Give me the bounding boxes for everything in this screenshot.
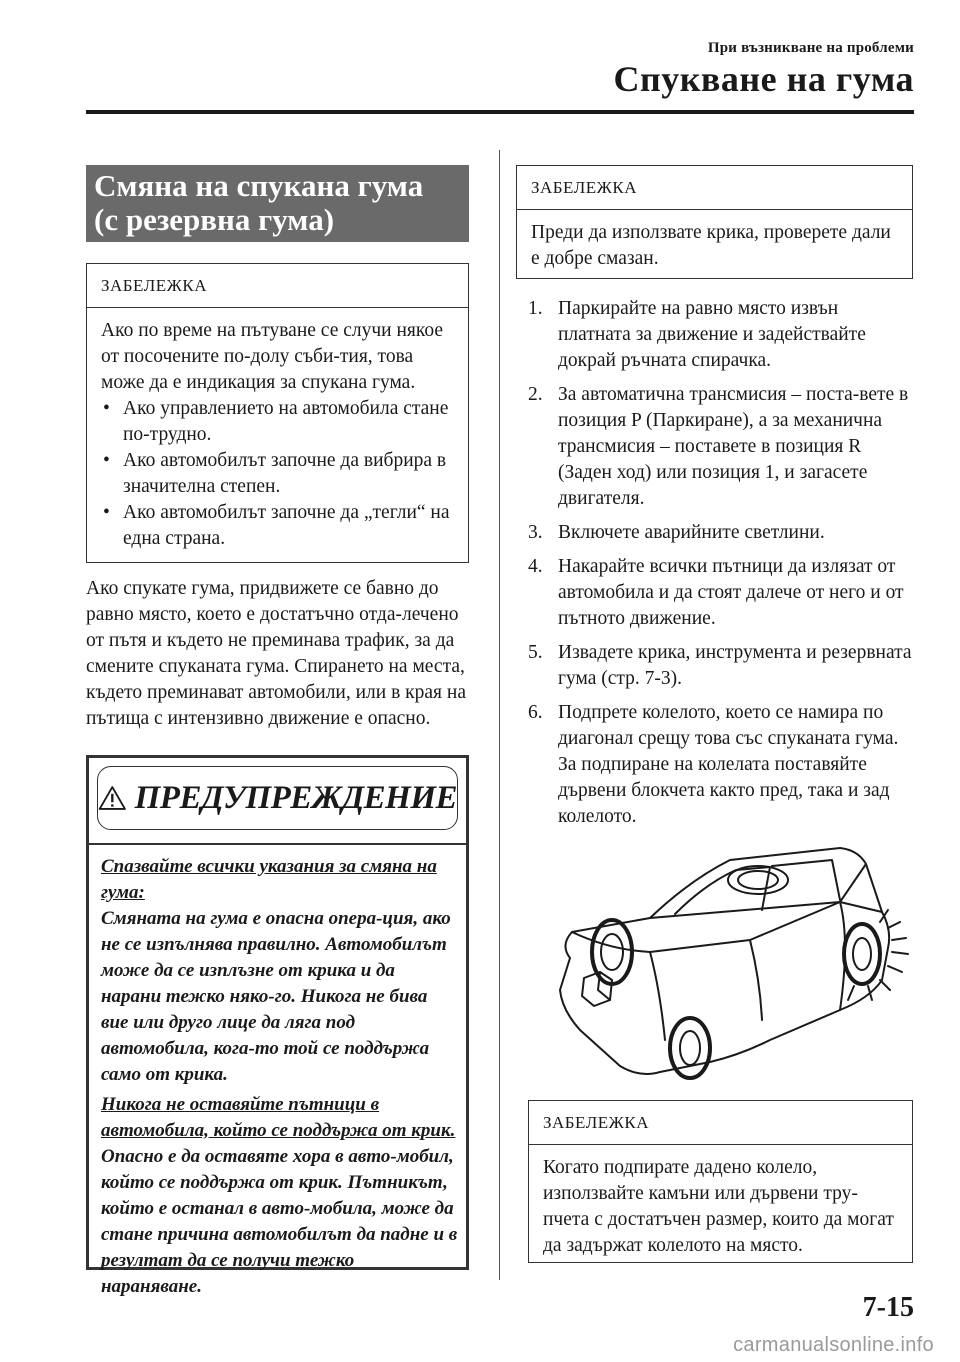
step-number: 3. [528,522,543,543]
warning-box [86,755,469,1297]
note-box-symptoms [86,263,469,563]
note-bullet: • Ако управлението на автомобила стане по-трудно. [101,396,456,448]
note-title: ЗАБЕЛЕЖКА [517,166,912,210]
step-item [528,554,913,632]
step-number: 6. [528,702,543,723]
step-text: Извадете крика, инструмента и резервната гума (стр. 7-3). [558,642,912,689]
warning-heading-2: Никога не оставяйте пътници в автомобила, който се поддържа от крик. [101,1094,456,1141]
car-wheel-chock-illustration [540,840,920,1090]
note-title: ЗАБЕЛЕЖКА [529,1101,912,1145]
warning-separator [89,843,466,845]
header-section-label: При възникване на проблеми [707,40,914,56]
warning-triangle-icon [98,783,127,813]
step-item [528,700,913,830]
step-text: За автоматична трансмисия – поста-вете в позиция P (Паркиране), а за механична трансмисия – поставете в позиция R (Заден ход) или позиция 1, и загасете двигателя. [558,384,909,509]
warning-title: ПРЕДУПРЕЖДЕНИЕ [134,779,457,816]
step-text: Включете аварийните светлини. [558,522,825,543]
header-rule [86,110,914,114]
note-intro: Ако по време на пътуване се случи някое от посочените по-долу съби-тия, това може да е индикация за спукана гума. [101,320,444,393]
note-body: Когато подпирате дадено колело, използвайте камъни или дървени тру-пчета с достатъчен размер, които да могат да задържат колелото на място. [543,1157,894,1256]
step-text: Подпрете колелото, което се намира по диагонал срещу това със спуканата гума. За подпиране на колелата поставяйте дървени блокчета както пред, така и зад колелото. [558,702,899,827]
step-number: 4. [528,556,543,577]
step-item [528,640,913,692]
note-body: Преди да използвате крика, проверете дали е добре смазан. [531,222,891,269]
column-divider [499,150,500,1280]
step-number: 2. [528,384,543,405]
warning-text-2: Опасно е да оставяте хора в авто-мобил, който се поддържа от крик. Пътникът, който е останал в авто-мобила, може да стане причина автомобилът да падне и в резултат да се получи тежко нараняване. [101,1146,458,1297]
note-box-chocks [528,1100,913,1263]
warning-text-1: Смяната на гума е опасна опера-ция, ако не се изпълнява правилно. Автомобилът може да се изплъзне от крика и да нарани тежко няко-го. Никога не бива вие или друго лице да ляга под автомобила, кога-то той се поддържа само от крика. [101,908,451,1085]
step-item [528,296,913,374]
note-body [87,308,468,560]
section-heading [86,165,469,242]
note-bullet: • Ако автомобилът започне да вибрира в значителна степен. [101,448,456,500]
intro-paragraph: Ако спукате гума, придвижете се бавно до равно място, което е достатъчно отда-лечено от пътя и където не преминава трафик, за да смените спуканата гума. Спирането на места, където преминават автомобили, или в края на пътища с интензивно движение е опасно. [86,578,466,729]
step-text: Паркирайте на равно място извън платната за движение и задействайте докрай ръчната спирачка. [558,298,866,371]
watermark: carmanualsonline.info [733,1334,934,1356]
note-title: ЗАБЕЛЕЖКА [87,264,468,308]
warning-heading-1: Спазвайте всички указания за смяна на гума: [101,856,437,903]
step-item [528,520,913,546]
steps-list [528,296,913,838]
page-title: Спукване на гума [613,59,914,99]
step-text: Накарайте всички пътници да излязат от автомобила и да стоят далече от него и от пътното движение. [558,556,904,629]
warning-title-box [97,766,458,830]
section-heading-line1: Смяна на спукана гума [94,168,424,203]
page-number: 7-15 [862,1292,914,1323]
step-item [528,382,913,512]
note-box-jack [516,165,913,279]
warning-body [101,854,459,1300]
section-heading-line2: (с резервна гума) [94,202,335,237]
step-number: 5. [528,642,543,663]
note-bullet: • Ако автомобилът започне да „тегли“ на една страна. [101,500,456,552]
step-number: 1. [528,298,543,319]
